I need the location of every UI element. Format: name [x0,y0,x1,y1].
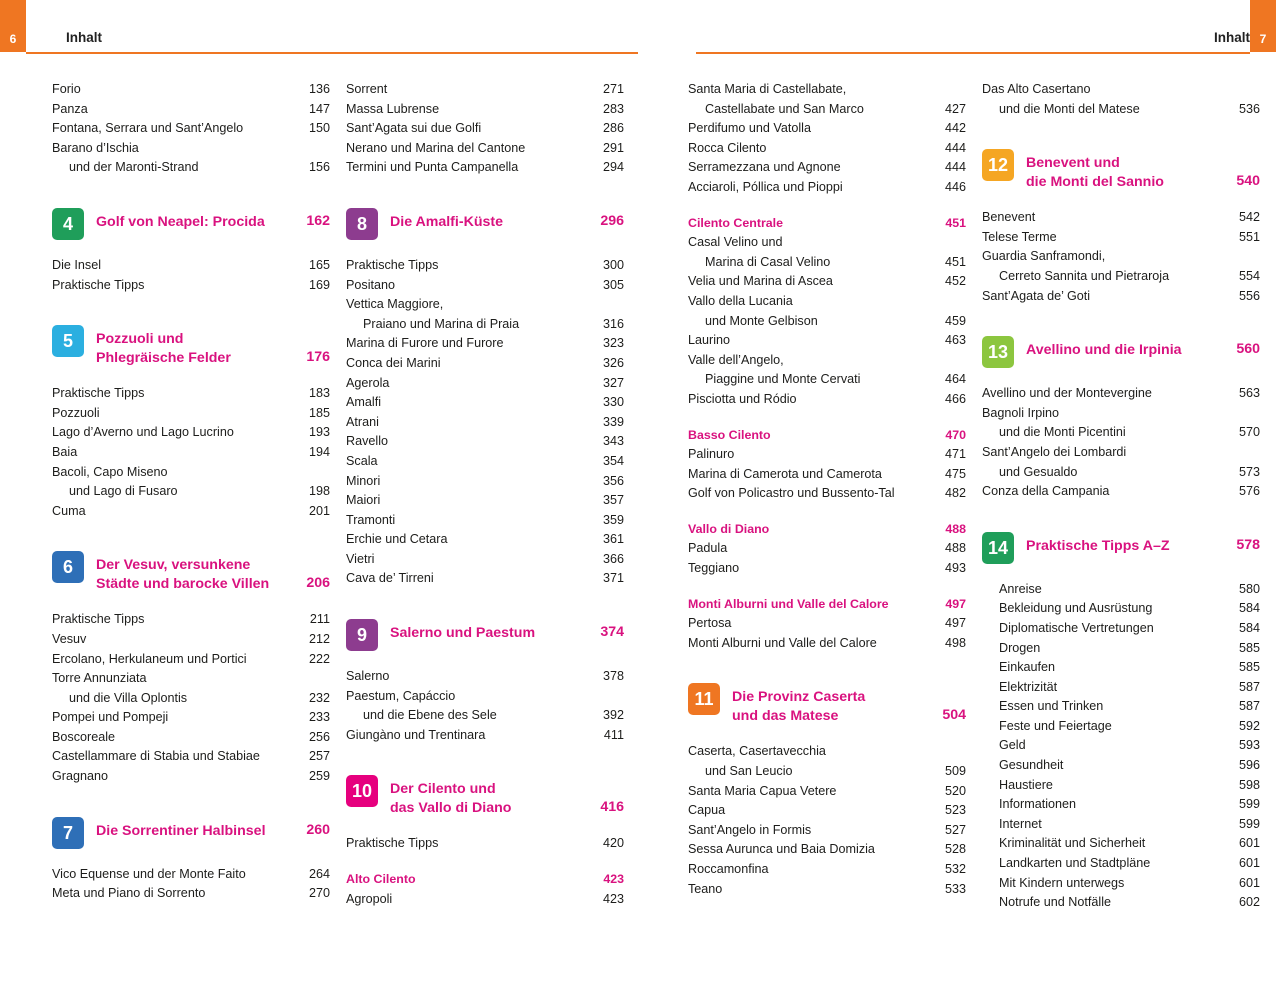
toc-entry: Castellabate und San Marco 427 [705,101,966,116]
chapter-title-line: Benevent und [1026,155,1120,172]
running-head-left: Inhalt [66,30,102,45]
toc-entry: Forio 136 [52,82,330,96]
chapter-page: 540 [1236,173,1260,190]
chapter-heading-11 [688,683,966,726]
toc-entry: Baia 194 [52,444,330,459]
toc-entry: Positano 305 [346,277,624,292]
right-col-2 [982,80,1260,913]
folio-left: 6 [9,32,17,46]
toc-entry: Geld 593 [999,738,1260,753]
toc-entry: Marina di Camerota und Camerota 475 [688,466,966,481]
toc-entry: und die Ebene des Sele 392 [363,708,624,723]
toc-entry: Tramonti 359 [346,512,624,527]
toc-entry: Scala 354 [346,453,624,468]
chapter-title: Avellino und die Irpinia [1026,342,1182,359]
toc-entry: Perdifumo und Vatolla 442 [688,121,966,136]
toc-entry: Bagnoli Irpino [982,405,1060,420]
toc-entry: Piaggine und Monte Cervati 464 [705,372,966,387]
chapter-heading-13 [982,336,1260,368]
toc-entry: Barano d’Ischia [52,140,139,155]
toc-entry: Sant’Angelo dei Lombardi [982,444,1127,459]
toc-entry: Atrani 339 [346,414,624,429]
toc-entry: Termini und Punta Campanella 294 [346,160,624,175]
right-page-columns [688,80,1266,913]
toc-subsection-heading: Vallo di Diano 488 [688,521,966,536]
toc-entry: Casal Velino und [688,235,783,250]
chapter-page: 504 [942,707,966,724]
toc-entry: Mit Kindern unterwegs 601 [999,875,1260,890]
toc-entry: Castellammare di Stabia und Stabiae 257 [52,749,330,764]
toc-entry: Praktische Tipps 211 [52,612,330,627]
toc-entry: Marina di Casal Velino 451 [705,254,966,269]
running-head-right: Inhalt [1214,30,1250,45]
toc-entry: Cava de’ Tirreni 371 [346,571,624,586]
toc-entry: Marina di Furore und Furore 323 [346,336,624,351]
right-page [638,0,1276,1000]
chapter-heading-10 [346,775,624,818]
toc-entry: Benevent 542 [982,210,1260,225]
toc-subsection-heading: Alto Cilento 423 [346,872,624,887]
chapter-number-badge: 4 [52,208,84,240]
chapter-number-badge: 9 [346,619,378,651]
toc-entry: Agropoli 423 [346,891,624,906]
toc-entry: Pertosa 497 [688,616,966,631]
toc-entry: Das Alto Casertano [982,82,1091,96]
folio-right: 7 [1259,32,1267,46]
chapter-title: Praktische Tipps A–Z [1026,537,1170,554]
toc-entry: Salerno 378 [346,669,624,684]
toc-entry: Sant’Angelo in Formis 527 [688,822,966,837]
toc-entry: Santa Maria di Castellabate, [688,82,847,96]
toc-entry: Serramezzana und Agnone 444 [688,160,966,175]
chapter-title [1014,149,1230,192]
chapter-title-line: Pozzuoli und [96,331,184,348]
left-col-1 [52,80,330,909]
chapter-title-line: das Vallo di Diano [390,800,512,817]
toc-entry: Vallo della Lucania [688,293,793,308]
toc-entry: Valle dell’Angelo, [688,352,784,367]
toc-entry: Vietri 366 [346,551,624,566]
toc-entry: Golf von Policastro und Bussento-Tal 482 [688,486,966,501]
chapter-page: 560 [1236,341,1260,358]
chapter-title-line: Der Cilento und [390,781,496,798]
chapter-number-badge: 5 [52,325,84,357]
toc-entry: Avellino und der Montevergine 563 [982,386,1260,401]
chapter-heading-7 [52,817,330,849]
chapter-number-badge: 6 [52,551,84,583]
chapter-heading-4 [52,208,330,240]
toc-entry: Padula 488 [688,541,966,556]
toc-entry: Fontana, Serrara und Sant’Angelo 150 [52,121,330,136]
chapter-heading-8 [346,208,624,240]
toc-entry: und der Maronti-Strand 156 [69,160,330,175]
toc-entry: Haustiere 598 [999,777,1260,792]
toc-entry: Amalfi 330 [346,395,624,410]
toc-entry: Praktische Tipps 169 [52,277,330,292]
toc-entry: Minori 356 [346,473,624,488]
toc-entry: Guardia Sanframondi, [982,249,1106,264]
toc-entry: Gesundheit 596 [999,758,1260,773]
chapter-heading-12 [982,149,1260,192]
chapter-title: Golf von Neapel: Procida [96,213,265,230]
toc-entry: Pompei und Pompeji 233 [52,710,330,725]
chapter-title-line: Die Provinz Caserta [732,689,866,706]
chapter-page: 296 [600,212,624,229]
toc-entry: Erchie und Cetara 361 [346,532,624,547]
toc-entry: Caserta, Casertavecchia [688,744,826,759]
toc-entry: Vesuv 212 [52,631,330,646]
chapter-title-line: Städte und barocke Villen [96,576,270,593]
toc-entry: Notrufe und Notfälle 602 [999,895,1260,910]
chapter-number-badge: 13 [982,336,1014,368]
toc-subsection-heading: Basso Cilento 470 [688,427,966,442]
toc-entry: Conza della Campania 576 [982,484,1260,499]
chapter-heading-5 [52,325,330,368]
toc-entry: und Monte Gelbison 459 [705,313,966,328]
toc-entry: Telese Terme 551 [982,229,1260,244]
toc-entry: Meta und Piano di Sorrento 270 [52,886,330,901]
toc-entry: Teano 533 [688,881,966,896]
toc-entry: Ercolano, Herkulaneum und Portici 222 [52,651,330,666]
toc-entry: Bacoli, Capo Miseno [52,464,168,479]
toc-entry: und Gesualdo 573 [999,464,1260,479]
toc-entry: Internet 599 [999,816,1260,831]
chapter-title [720,683,936,726]
toc-entry: Cuma 201 [52,503,330,518]
toc-entry: Pozzuoli 185 [52,405,330,420]
toc-entry: Sant’Agata de’ Goti 556 [982,288,1260,303]
toc-entry: Gragnano 259 [52,769,330,784]
chapter-title-line: und das Matese [732,708,839,725]
toc-entry: Rocca Cilento 444 [688,140,966,155]
toc-entry: Sant’Agata sui due Golfi 286 [346,121,624,136]
chapter-title-line: Der Vesuv, versunkene [96,557,251,574]
toc-entry: Kriminalität und Sicherheit 601 [999,836,1260,851]
toc-entry: Giungàno und Trentinara 411 [346,727,624,742]
toc-entry: und die Monti del Matese 536 [999,101,1260,116]
right-col-1 [688,80,966,913]
toc-entry: Landkarten und Stadtpläne 601 [999,856,1260,871]
toc-entry: Praiano und Marina di Praia 316 [363,316,624,331]
toc-entry: Nerano und Marina del Cantone 291 [346,140,624,155]
toc-entry: Sorrent 271 [346,82,624,96]
toc-entry: Palinuro 471 [688,447,966,462]
toc-entry: Capua 523 [688,803,966,818]
toc-entry: Drogen 585 [999,640,1260,655]
toc-entry: Teggiano 493 [688,561,966,576]
toc-subsection-heading: Monti Alburni und Valle del Calore 497 [688,596,966,611]
chapter-number-badge: 14 [982,532,1014,564]
toc-entry: Vico Equense und der Monte Faito 264 [52,866,330,881]
toc-entry: Praktische Tipps 183 [52,386,330,401]
header-rule-right [696,52,1250,54]
chapter-page: 374 [600,624,624,641]
toc-entry: Elektrizität 587 [999,679,1260,694]
toc-entry: Torre Annunziata [52,671,147,686]
toc-entry: Laurino 463 [688,333,966,348]
toc-entry: Cerreto Sannita und Pietraroja 554 [999,268,1260,283]
toc-entry: Vettica Maggiore, [346,297,444,312]
toc-entry: Maiori 357 [346,493,624,508]
chapter-page: 416 [600,799,624,816]
left-page-columns [52,80,624,909]
chapter-number-badge: 10 [346,775,378,807]
chapter-number-badge: 7 [52,817,84,849]
chapter-page: 260 [306,821,330,838]
toc-entry: und die Villa Oplontis 232 [69,690,330,705]
chapter-title-line: die Monti del Sannio [1026,174,1164,191]
toc-entry: Anreise 580 [999,581,1260,596]
chapter-heading-6 [52,551,330,594]
toc-entry: Einkaufen 585 [999,660,1260,675]
chapter-title [378,775,594,818]
toc-entry: Diplomatische Vertretungen 584 [999,620,1260,635]
chapter-page: 578 [1236,536,1260,553]
toc-entry: Praktische Tipps 420 [346,836,624,851]
chapter-page: 176 [306,349,330,366]
chapter-title-line: Phlegräische Felder [96,350,231,367]
toc-entry: Monti Alburni und Valle del Calore 498 [688,635,966,650]
chapter-title: Die Sorrentiner Halbinsel [96,822,266,839]
toc-entry: Santa Maria Capua Vetere 520 [688,783,966,798]
chapter-page: 206 [306,575,330,592]
chapter-page: 162 [306,212,330,229]
chapter-number-badge: 8 [346,208,378,240]
toc-entry: Sessa Aurunca und Baia Domizia 528 [688,842,966,857]
toc-subsection-heading: Cilento Centrale 451 [688,215,966,230]
toc-entry: und Lago di Fusaro 198 [69,484,330,499]
toc-entry: Lago d’Averno und Lago Lucrino 193 [52,425,330,440]
header-rule-left [26,52,638,54]
toc-entry: Feste und Feiertage 592 [999,718,1260,733]
chapter-title: Salerno und Paestum [390,625,536,642]
toc-entry: Conca dei Marini 326 [346,355,624,370]
toc-entry: Boscoreale 256 [52,729,330,744]
toc-entry: Paestum, Capáccio [346,688,456,703]
toc-entry: und die Monti Picentini 570 [999,425,1260,440]
toc-entry: Massa Lubrense 283 [346,101,624,116]
chapter-title [84,325,300,368]
toc-entry: Die Insel 165 [52,257,330,272]
chapter-heading-14 [982,532,1260,564]
toc-entry: Ravello 343 [346,434,624,449]
toc-entry: Acciaroli, Póllica und Pioppi 446 [688,179,966,194]
toc-entry: Roccamonfina 532 [688,862,966,876]
toc-entry: und San Leucio 509 [705,764,966,779]
chapter-title: Die Amalfi-Küste [390,213,503,230]
left-col-2 [346,80,624,909]
chapter-title [84,551,300,594]
toc-entry: Panza 147 [52,101,330,116]
chapter-heading-9 [346,619,624,651]
chapter-number-badge: 12 [982,149,1014,181]
chapter-number-badge: 11 [688,683,720,715]
toc-entry: Praktische Tipps 300 [346,257,624,272]
toc-entry: Informationen 599 [999,797,1260,812]
toc-entry: Bekleidung und Ausrüstung 584 [999,601,1260,616]
toc-entry: Velia und Marina di Ascea 452 [688,274,966,289]
toc-entry: Essen und Trinken 587 [999,699,1260,714]
toc-entry: Pisciotta und Ródio 466 [688,391,966,406]
toc-entry: Agerola 327 [346,375,624,390]
